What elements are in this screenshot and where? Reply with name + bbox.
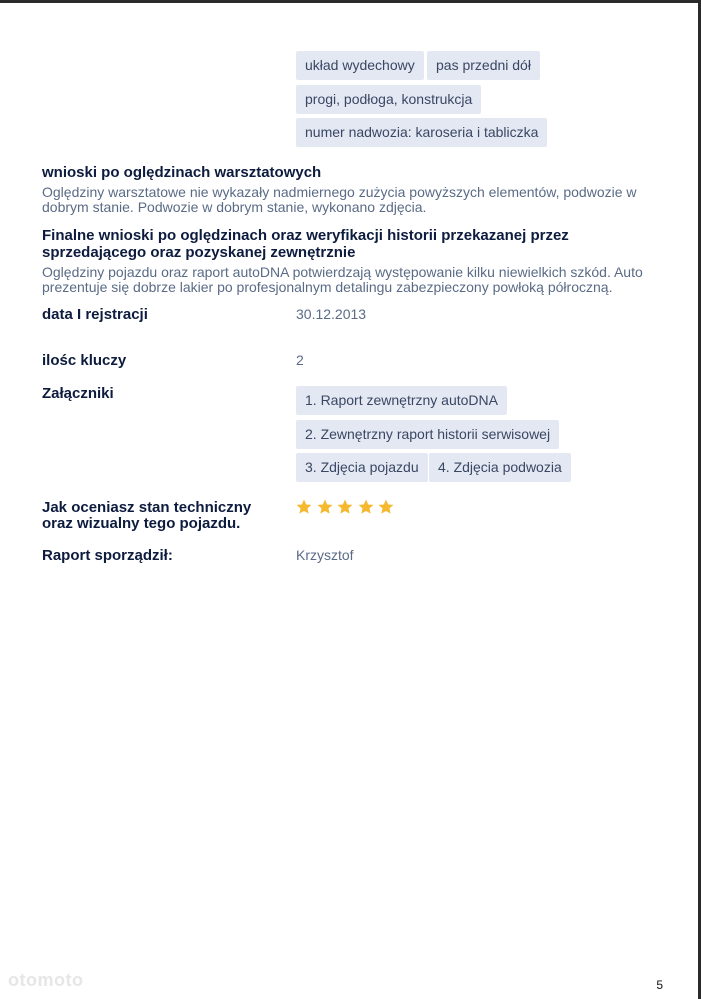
workshop-heading: wnioski po oględzinach warsztatowych <box>42 164 322 181</box>
attachment-link[interactable]: 3. Zdjęcia pojazdu <box>296 453 428 482</box>
star-icon <box>295 498 313 516</box>
author-value: Krzysztof <box>296 547 354 563</box>
final-text: Oględziny pojazdu oraz raport autoDNA potwierdzają występowanie kilku niewielkich szkód. Auto prezentuje się dobrze lakier po profesjonalnym detalingu zabezpieczony powłoką półroczną. <box>42 264 643 295</box>
tag-chip: układ wydechowy <box>296 51 424 80</box>
star-icon <box>377 498 395 516</box>
tag-chip: pas przedni dół <box>427 51 540 80</box>
star-icon <box>316 498 334 516</box>
star-icon <box>357 498 375 516</box>
author-label: Raport sporządził: <box>42 547 173 564</box>
page-number: 5 <box>656 978 663 992</box>
workshop-text: Oględziny warsztatowe nie wykazały nadmiernego zużycia powyższych elementów, podwozie w dobrym stanie. Podwozie w dobrym stanie, wykonano zdjęcia. <box>42 184 637 215</box>
keys-value: 2 <box>296 352 304 368</box>
attachments-label: Załączniki <box>42 385 114 402</box>
final-heading: Finalne wnioski po oględzinach oraz weryfikacji historii przekazanej przez sprzedającego oraz pozyskanej zewnętrznie <box>42 227 569 261</box>
tag-chip: progi, podłoga, konstrukcja <box>296 85 481 114</box>
tag-chip: numer nadwozia: karoseria i tabliczka <box>296 118 547 147</box>
page-border-top <box>0 0 701 3</box>
registration-label: data I rejstracji <box>42 306 148 323</box>
attachment-link[interactable]: 1. Raport zewnętrzny autoDNA <box>296 386 507 415</box>
registration-value: 30.12.2013 <box>296 306 367 322</box>
watermark-logo: otomoto <box>8 970 84 990</box>
rating-label: Jak oceniasz stan techniczny oraz wizualny tego pojazdu. <box>42 499 252 532</box>
attachment-link[interactable]: 4. Zdjęcia podwozia <box>429 453 571 482</box>
keys-label: ilośc kluczy <box>42 352 127 369</box>
star-icon <box>336 498 354 516</box>
attachment-link[interactable]: 2. Zewnętrzny raport historii serwisowej <box>296 420 559 449</box>
